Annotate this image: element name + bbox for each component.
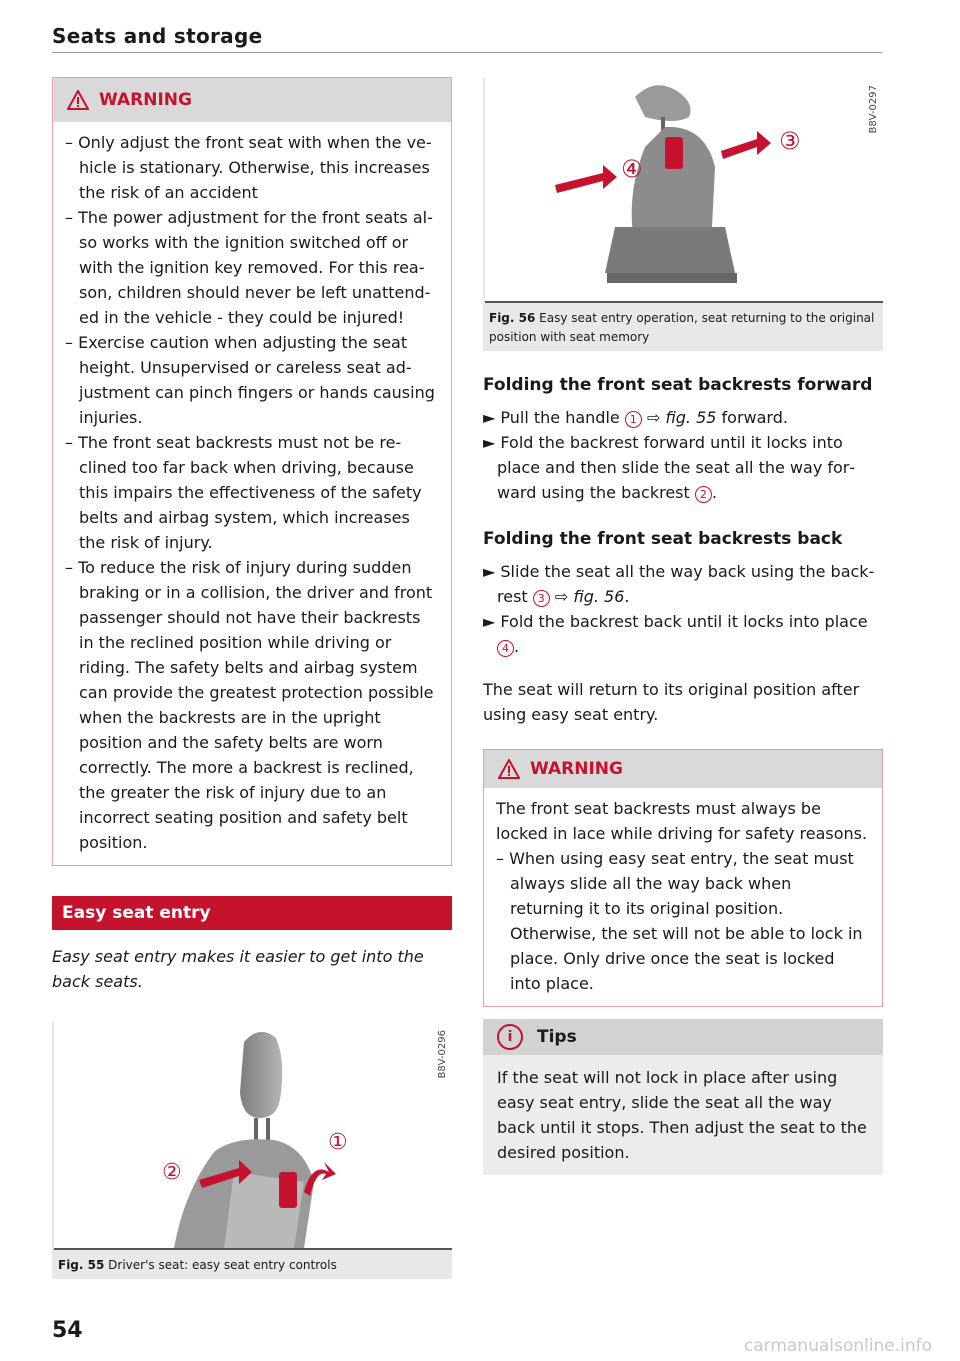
tips-box (483, 1019, 883, 1175)
callout-2: ② (162, 1160, 182, 1185)
callout-1: ① (328, 1130, 348, 1155)
figure-56-code: B8V-0297 (868, 85, 879, 134)
warning-label: WARNING (530, 759, 623, 779)
forward-heading: Folding the front seat backrests forward (483, 375, 873, 395)
back-step-2: ► Fold the backrest back until it locks into place 4 . (483, 612, 868, 656)
section-header: Seats and storage (52, 24, 263, 48)
figure-55-code: B8V-0296 (437, 1030, 448, 1079)
warning-item: – When using easy seat entry, the seat must always slide all the way back when returning it to its original position. Otherwise, the set will not be able to lock in place. Only drive once the seat is locked into place. (496, 849, 863, 993)
section-title: Easy seat entry (52, 896, 452, 930)
forward-step-1: ► Pull the handle 1 ⇨ fig. 55 forward. (483, 408, 788, 427)
figure-56 (483, 77, 883, 351)
warning-item: – The power adjustment for the front seats also works with the ignition switched off or with the ignition key removed. For this reason, children should never be left unattended in the vehicle - they could be injured! (65, 208, 433, 327)
warning-box (52, 77, 452, 866)
tips-body: If the seat will not lock in place after using easy seat entry, slide the seat all the way back until it stops. Then adjust the seat to the desired position. (497, 1068, 867, 1162)
warning-triangle-icon (498, 759, 520, 779)
callout-3: ③ (779, 127, 801, 155)
callout-ref-4: 4 (497, 640, 514, 657)
callout-4: ④ (621, 155, 643, 183)
watermark: carmanualsonline.info (743, 1336, 932, 1356)
warning-header (53, 78, 451, 122)
body-paragraph: The seat will return to its original position after using easy seat entry. (483, 680, 860, 724)
warning-body (484, 788, 882, 1006)
tips-header (483, 1019, 883, 1055)
back-heading: Folding the front seat backrests back (483, 529, 843, 549)
back-step-1: ► Slide the seat all the way back using the backrest 3 ⇨ fig. 56. (483, 562, 875, 606)
callout-ref-1: 1 (625, 411, 642, 428)
figure-55-caption-text: Driver's seat: easy seat entry controls (108, 1258, 337, 1272)
callout-ref-3: 3 (533, 590, 550, 607)
figure-ref-link[interactable]: ⇨ fig. 56 (554, 587, 625, 606)
warning-triangle-icon (67, 90, 89, 110)
forward-step-2: ► Fold the backrest forward until it locks into place and then slide the seat all the way forward using the backrest 2 . (483, 433, 856, 502)
warning-item: – To reduce the risk of injury during sudden braking or in a collision, the driver and front passenger should not have their backrests in the reclined position while driving or riding. The safety belts and airbag system can provide the greatest protection possible when the backrests are in the upright position and the safety belts are worn correctly. The more a backrest is reclined, the greater the risk of injury due to an incorrect seating position and safety belt position. (65, 558, 434, 852)
callout-ref-2: 2 (695, 486, 712, 503)
figure-56-caption (483, 303, 883, 351)
warning-box-2 (483, 749, 883, 1007)
figure-55-caption (52, 1250, 452, 1279)
warning-item: – Exercise caution when adjusting the seat height. Unsupervised or careless seat adjustment can pinch fingers or hands causing injuries. (65, 333, 435, 427)
warning-lead: The front seat backrests must always be locked in lace while driving for safety reasons. (496, 799, 868, 843)
seat-entry-controls-illustration (54, 1022, 450, 1248)
right-column (483, 77, 883, 1175)
seat-entry-operation-illustration (485, 77, 881, 301)
left-column (52, 77, 452, 1279)
warning-header (484, 750, 882, 788)
warning-item: – The front seat backrests must not be reclined too far back when driving, because this impairs the effectiveness of the safety belts and airbag system, which increases the risk of injury. (65, 433, 422, 552)
warning-item: – Only adjust the front seat with when the vehicle is stationary. Otherwise, this increases the risk of an accident (65, 133, 432, 202)
header-rule (52, 52, 882, 53)
tips-label: Tips (537, 1027, 577, 1047)
info-icon: i (497, 1024, 523, 1050)
figure-55-label: Fig. 55 (58, 1258, 105, 1272)
warning-body (53, 122, 451, 865)
section-intro: Easy seat entry makes it easier to get into the back seats. (52, 947, 424, 991)
figure-56-image (485, 77, 883, 303)
page-number: 54 (52, 1318, 83, 1343)
figure-55 (52, 1022, 452, 1279)
warning-label: WARNING (99, 90, 192, 110)
figure-56-caption-text: Easy seat entry operation, seat returning to the original position with seat memory (489, 311, 875, 344)
figure-55-image (54, 1022, 452, 1250)
figure-ref-link[interactable]: ⇨ fig. 55 (646, 408, 717, 427)
figure-56-label: Fig. 56 (489, 311, 536, 325)
